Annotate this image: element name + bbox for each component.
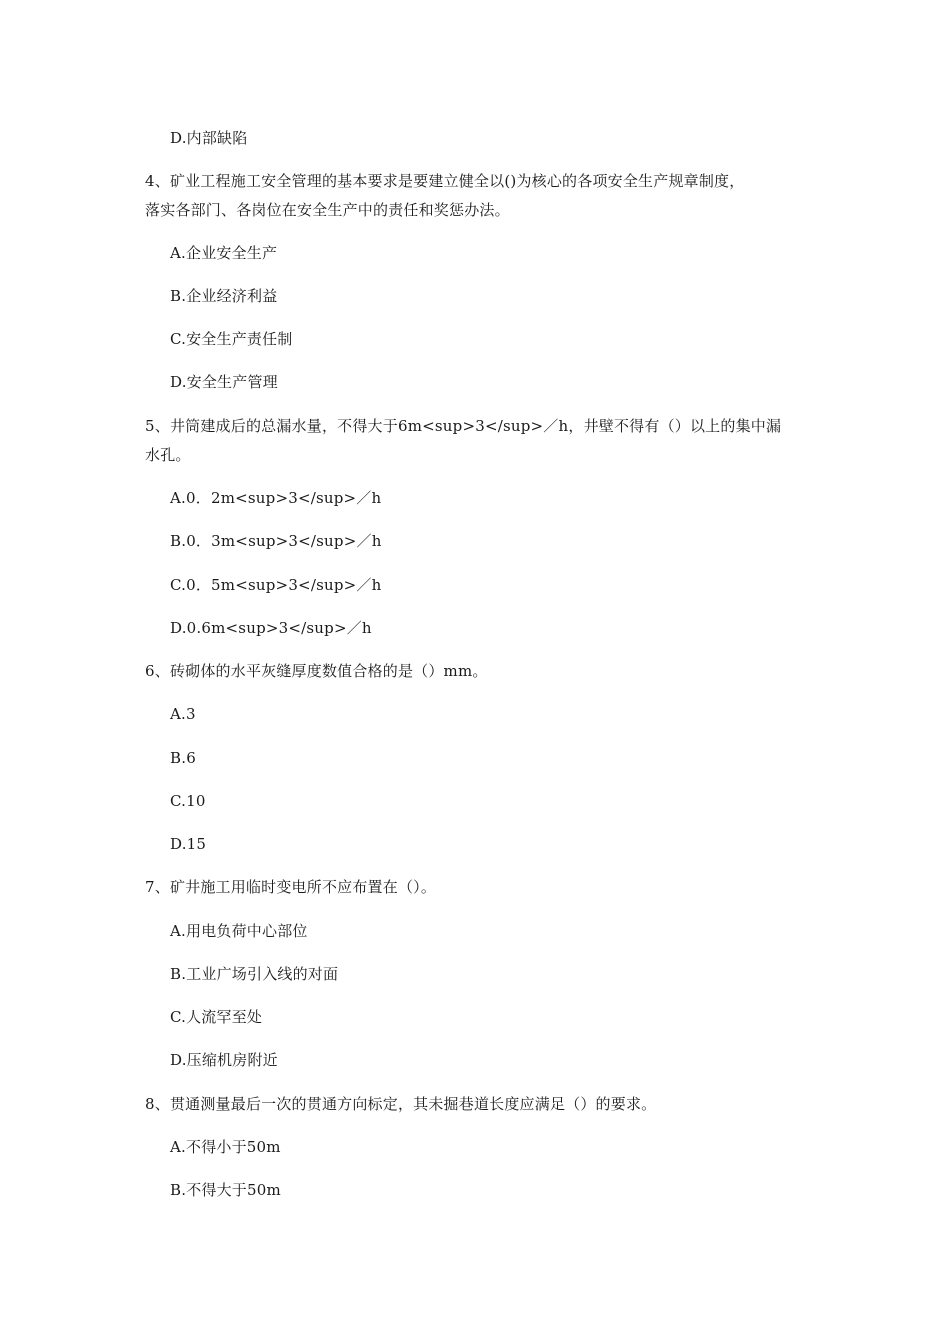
q4-stem-line1: 4、矿业工程施工安全管理的基本要求是要建立健全以()为核心的各项安全生产规章制度， <box>145 172 745 190</box>
q6-option-a: A.3 <box>170 705 196 723</box>
q4-option-b: B.企业经济利益 <box>170 287 278 305</box>
q8-option-b: B.不得大于50m <box>170 1181 281 1199</box>
q7-option-c: C.人流罕至处 <box>170 1008 263 1026</box>
q7-option-d: D.压缩机房附近 <box>170 1051 278 1069</box>
q3-option-d: D.内部缺陷 <box>170 129 248 147</box>
q6-option-c: C.10 <box>170 792 206 810</box>
q7-stem: 7、矿井施工用临时变电所不应布置在（）。 <box>145 878 437 896</box>
q7-option-a: A.用电负荷中心部位 <box>170 922 308 940</box>
q6-stem: 6、砖砌体的水平灰缝厚度数值合格的是（）mm。 <box>145 662 488 680</box>
q5-option-b: B.0．3m<sup>3</sup>／h <box>170 532 382 550</box>
q5-stem-line2: 水孔。 <box>145 446 191 464</box>
q5-option-c: C.0．5m<sup>3</sup>／h <box>170 576 382 594</box>
q6-option-d: D.15 <box>170 835 207 853</box>
q5-option-d: D.0.6m<sup>3</sup>／h <box>170 619 372 637</box>
q8-option-a: A.不得小于50m <box>170 1138 281 1156</box>
q4-option-d: D.安全生产管理 <box>170 373 278 391</box>
q5-stem-line1: 5、井筒建成后的总漏水量，不得大于6m<sup>3</sup>／h，井壁不得有（）以上的集中漏 <box>145 417 782 435</box>
q8-stem: 8、贯通测量最后一次的贯通方向标定，其未掘巷道长度应满足（）的要求。 <box>145 1095 657 1113</box>
q4-option-c: C.安全生产责任制 <box>170 330 293 348</box>
q4-option-a: A.企业安全生产 <box>170 244 278 262</box>
q5-option-a: A.0．2m<sup>3</sup>／h <box>170 489 382 507</box>
q6-option-b: B.6 <box>170 749 196 767</box>
q4-stem-line2: 落实各部门、各岗位在安全生产中的责任和奖惩办法。 <box>145 201 510 219</box>
q7-option-b: B.工业广场引入线的对面 <box>170 965 339 983</box>
